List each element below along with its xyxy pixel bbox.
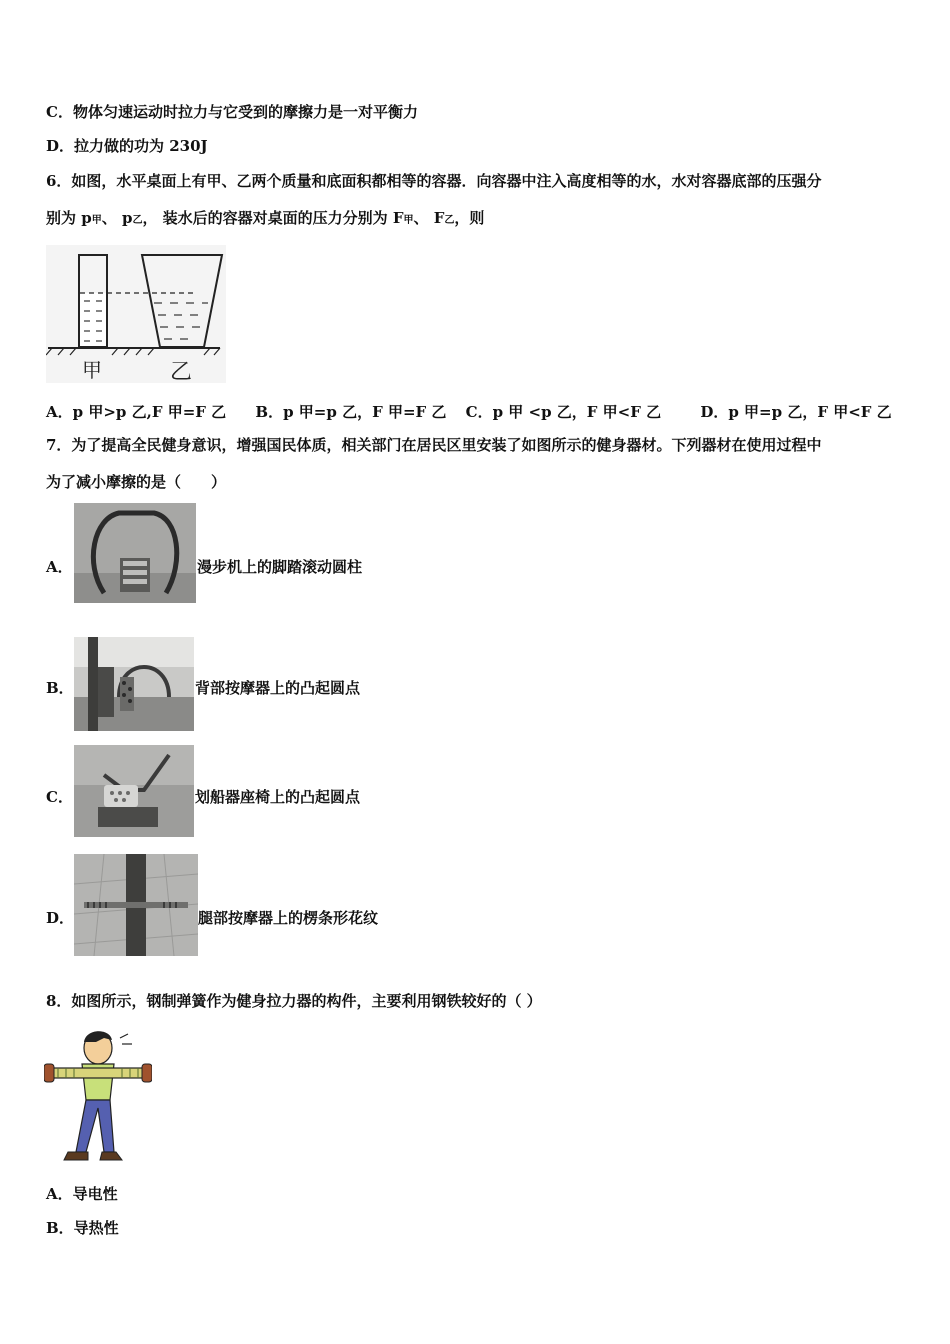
q7-option-c-letter: C． [46,788,73,806]
q8-spring-exerciser-figure [44,1028,152,1164]
q8-option-a: A．导电性 [46,1185,118,1203]
q6-stem-line1: 6．如图，水平桌面上有甲、乙两个质量和底面积都相等的容器．向容器中注入高度相等的水，水对容器底部的压强分 [46,172,822,190]
q5-option-d: D．拉力做的功为 230J [46,137,208,155]
q6-options [46,401,892,422]
q7-option-b-text: 背部按摩器上的凸起圆点 [195,679,361,697]
q6-containers-figure [46,245,226,383]
q6-stem-line2: 别为 p甲、 p乙， 装水后的容器对桌面的压力分别为 F甲、 F乙，则 [46,209,485,227]
q5-option-c: C．物体匀速运动时拉力与它受到的摩擦力是一对平衡力 [46,103,418,121]
q7-option-d-photo [74,854,198,956]
q7-option-a-photo [74,503,196,603]
label-yi: 乙 [170,360,193,383]
q7-option-a-letter: A． [46,558,73,576]
q7-option-b-photo [74,637,194,731]
label-jia: 甲 [82,358,102,382]
q6-option-a: A．p 甲>p 乙,F 甲=F 乙 [46,403,227,421]
q7-stem-line2: 为了减小摩擦的是（ ） [46,473,227,491]
q8-stem: 8．如图所示，钢制弹簧作为健身拉力器的构件，主要利用钢铁较好的（ ） [46,992,542,1010]
q7-option-c-text: 划船器座椅上的凸起圆点 [195,788,361,806]
q6-option-c: C．p 甲 <p 乙，F 甲<F 乙 [465,403,662,421]
q7-option-a-text: 漫步机上的脚踏滚动圆柱 [197,558,363,576]
q7-stem-line1: 7．为了提高全民健身意识，增强国民体质，相关部门在居民区里安装了如图所示的健身器材。下列器材在使用过程中 [46,436,822,454]
q7-option-d-text: 腿部按摩器上的楞条形花纹 [198,909,379,927]
q7-option-b-letter: B． [46,679,74,697]
q7-option-c-photo [74,745,194,837]
q6-option-b: B．p 甲=p 乙，F 甲=F 乙 [255,403,447,421]
q6-option-d: D．p 甲=p 乙，F 甲<F 乙 [700,403,892,421]
q8-option-b: B．导热性 [46,1219,119,1237]
q7-option-d-letter: D． [46,909,75,927]
